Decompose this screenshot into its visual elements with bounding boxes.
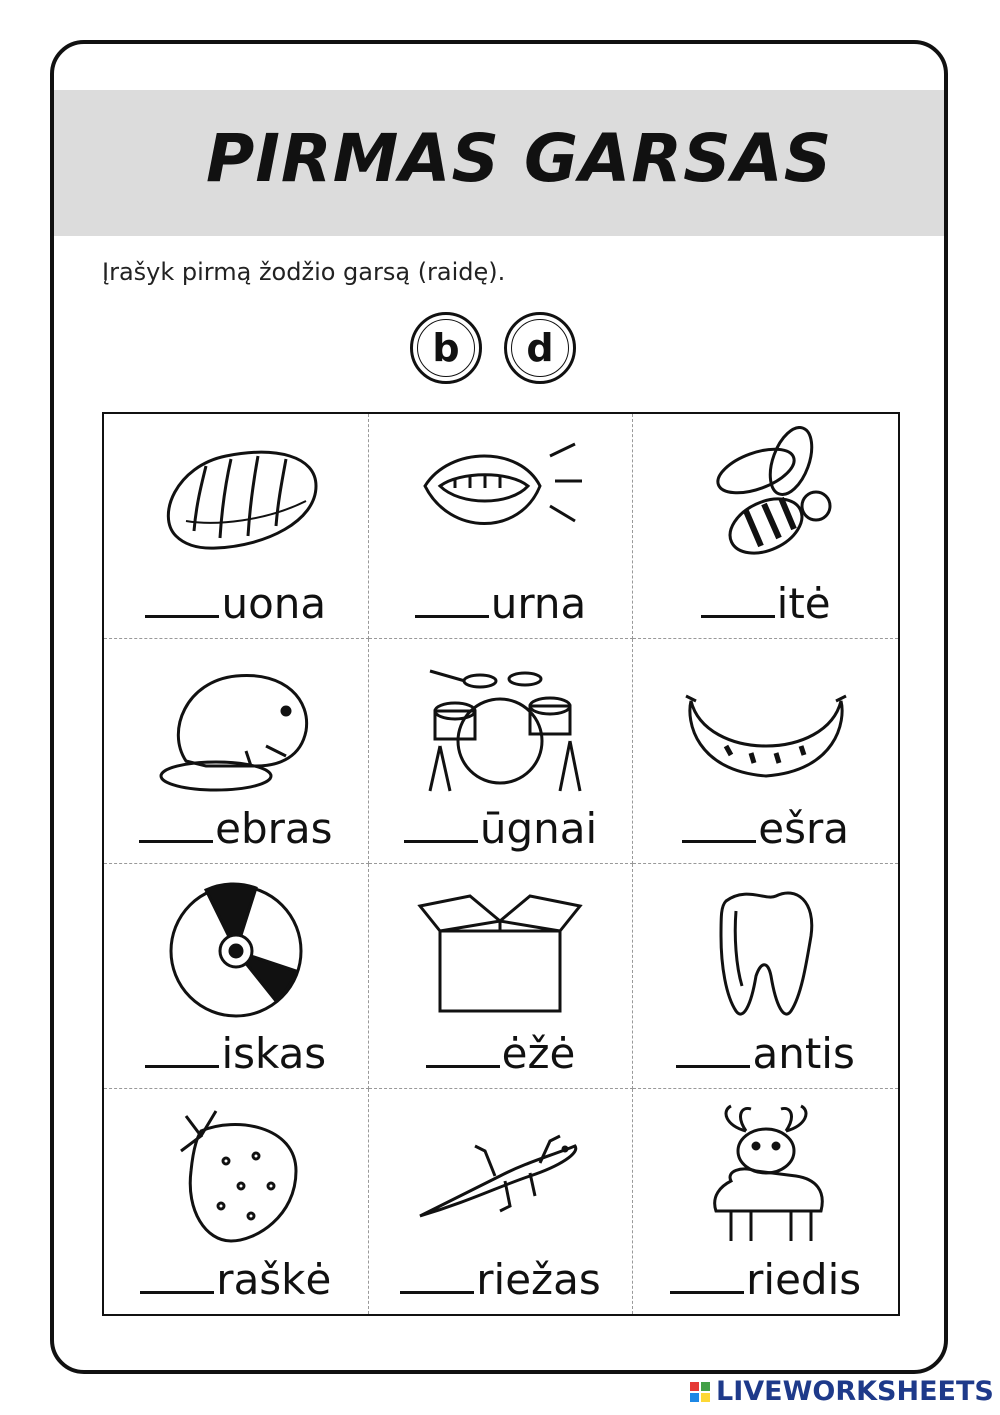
word-ending: ešra bbox=[758, 804, 850, 853]
word-ending: uona bbox=[221, 579, 327, 628]
word-card bbox=[633, 639, 898, 864]
letter-option-d: d bbox=[504, 312, 576, 384]
word-card bbox=[104, 1089, 369, 1314]
letter-options bbox=[410, 312, 576, 384]
word-card bbox=[369, 1089, 634, 1314]
bread-icon bbox=[146, 426, 326, 576]
word-label bbox=[369, 579, 633, 628]
answer-blank[interactable] bbox=[404, 810, 478, 843]
word-ending: riedis bbox=[746, 1255, 862, 1304]
sausage-icon bbox=[676, 651, 856, 801]
beaver-icon bbox=[146, 651, 326, 801]
word-ending: urna bbox=[490, 579, 587, 628]
word-ending: ūgnai bbox=[479, 804, 598, 853]
answer-blank[interactable] bbox=[145, 585, 219, 618]
word-label bbox=[104, 804, 368, 853]
word-label bbox=[369, 1255, 633, 1304]
answer-blank[interactable] bbox=[701, 585, 775, 618]
instruction-text: Įrašyk pirmą žodžio garsą (raidę). bbox=[102, 258, 506, 286]
word-label bbox=[633, 1255, 898, 1304]
drums-icon bbox=[410, 651, 590, 801]
word-label bbox=[104, 1255, 368, 1304]
worksheet bbox=[50, 40, 948, 1374]
page-title: PIRMAS GARSAS bbox=[206, 120, 833, 197]
strawberry-icon bbox=[146, 1101, 326, 1251]
title-band bbox=[54, 90, 944, 236]
bee-icon bbox=[676, 426, 856, 576]
mouth-icon bbox=[410, 426, 590, 576]
word-card bbox=[369, 414, 634, 639]
word-ending: iskas bbox=[221, 1029, 327, 1078]
word-card bbox=[633, 414, 898, 639]
lizard-icon bbox=[410, 1101, 590, 1251]
word-card bbox=[633, 1089, 898, 1314]
watermark-text: LIVEWORKSHEETS bbox=[716, 1376, 994, 1407]
answer-blank[interactable] bbox=[426, 1035, 500, 1068]
word-card bbox=[633, 864, 898, 1089]
liveworksheets-watermark bbox=[690, 1376, 994, 1407]
answer-blank[interactable] bbox=[139, 810, 213, 843]
liveworksheets-logo-icon bbox=[690, 1382, 710, 1402]
word-label bbox=[633, 804, 898, 853]
word-ending: ebras bbox=[215, 804, 333, 853]
word-card bbox=[104, 864, 369, 1089]
word-ending: ėžė bbox=[501, 1029, 576, 1078]
word-label bbox=[104, 579, 368, 628]
answer-blank[interactable] bbox=[676, 1035, 750, 1068]
answer-blank[interactable] bbox=[415, 585, 489, 618]
disc-icon bbox=[146, 876, 326, 1026]
answer-blank[interactable] bbox=[140, 1261, 214, 1294]
answer-blank[interactable] bbox=[670, 1261, 744, 1294]
word-label bbox=[633, 1029, 898, 1078]
answer-blank[interactable] bbox=[145, 1035, 219, 1068]
word-ending: raškė bbox=[216, 1255, 332, 1304]
word-label bbox=[633, 579, 898, 628]
word-ending: antis bbox=[752, 1029, 855, 1078]
word-card bbox=[369, 864, 634, 1089]
word-ending: riežas bbox=[476, 1255, 601, 1304]
answer-blank[interactable] bbox=[682, 810, 756, 843]
word-label bbox=[369, 804, 633, 853]
tooth-icon bbox=[676, 876, 856, 1026]
answer-blank[interactable] bbox=[400, 1261, 474, 1294]
word-card bbox=[104, 414, 369, 639]
letter-option-b: b bbox=[410, 312, 482, 384]
word-ending: itė bbox=[776, 579, 831, 628]
word-card bbox=[104, 639, 369, 864]
word-label bbox=[104, 1029, 368, 1078]
box-icon bbox=[410, 876, 590, 1026]
word-grid bbox=[102, 412, 900, 1316]
word-label bbox=[369, 1029, 633, 1078]
word-card bbox=[369, 639, 634, 864]
moose-icon bbox=[676, 1101, 856, 1251]
